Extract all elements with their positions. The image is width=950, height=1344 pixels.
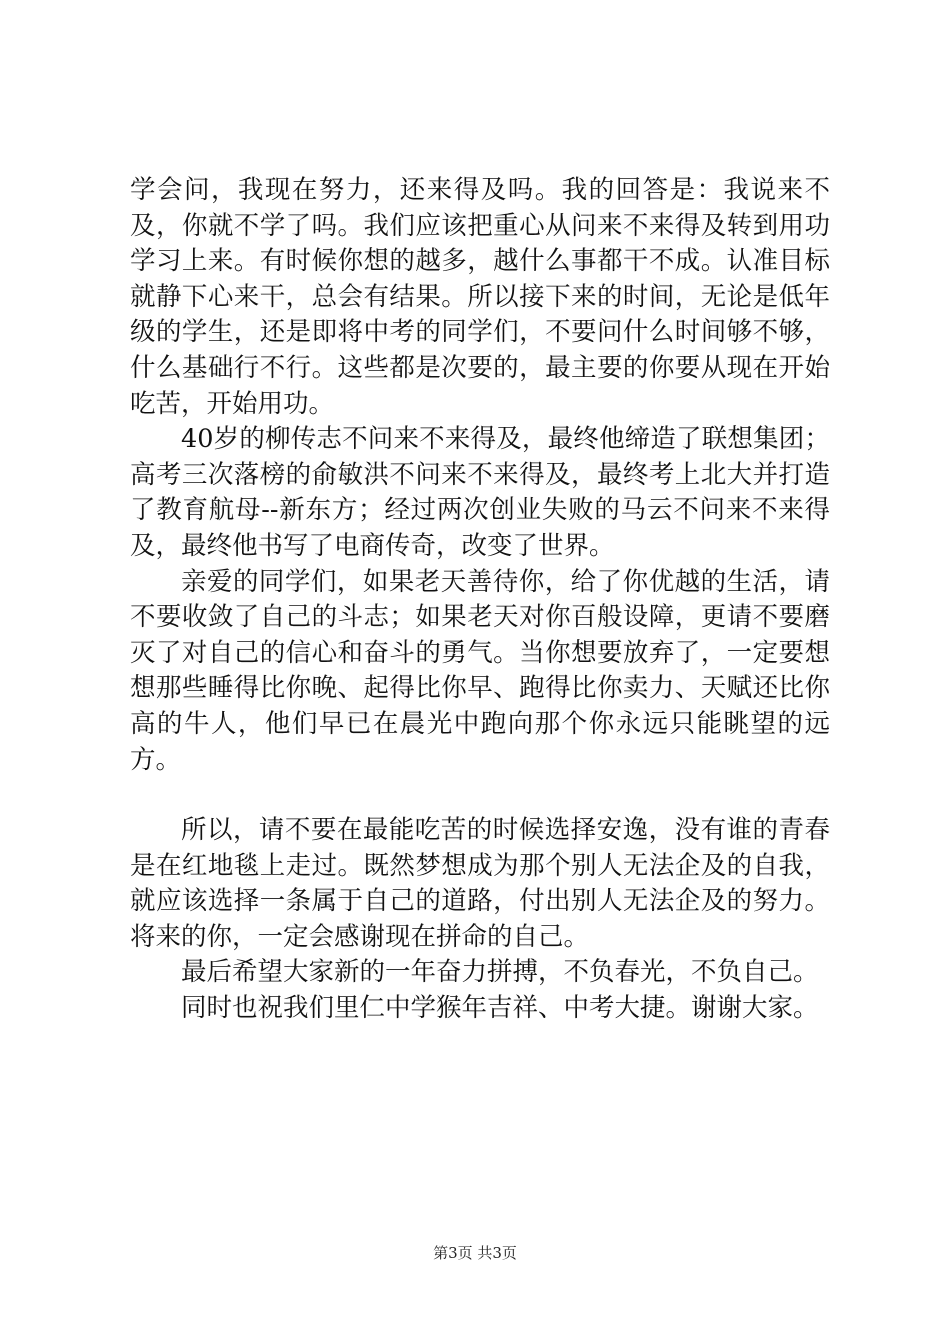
paragraph-continuation: 学会问，我现在努力，还来得及吗。我的回答是：我说来不及，你就不学了吗。我们应该把重心从问来不来得及转到用功学习上来。有时候你想的越多，越什么事都干不成。认准目标就静下心来干，总会有结果。所以接下来的时间，无论是低年级的学生，还是即将中考的同学们，不要问什么时间够不够，什么基础行不行。这些都是次要的，最主要的你要从现在开始吃苦，开始用功。 — [130, 175, 830, 419]
document-body — [130, 173, 830, 1027]
paragraph-wishes: 最后希望大家新的一年奋力拼搏，不负春光，不负自己。 — [181, 957, 819, 988]
paragraph-conclusion: 所以，请不要在最能吃苦的时候选择安逸，没有谁的青春是在红地毯上走过。既然梦想成为那个别人无法企及的自我，就应该选择一条属于自己的道路，付出别人无法企及的努力。将来的你，一定会感谢现在拼命的自己。 — [130, 815, 830, 952]
paragraph-encouragement: 亲爱的同学们，如果老天善待你，给了你优越的生活，请不要收敛了自己的斗志；如果老天对你百般设障，更请不要磨灭了对自己的信心和奋斗的勇气。当你想要放弃了，一定要想想那些睡得比你晚、起得比你早、跑得比你卖力、天赋还比你高的牛人，他们早已在晨光中跑向那个你永远只能眺望的远方。 — [130, 566, 830, 775]
page-number-footer: 第3页 共3页 — [433, 1244, 517, 1262]
paragraph-closing: 同时也祝我们里仁中学猴年吉祥、中考大捷。谢谢大家。 — [181, 993, 819, 1024]
paragraph-examples: 40岁的柳传志不问来不来得及，最终他缔造了联想集团；高考三次落榜的俞敏洪不问来不来得及，最终考上北大并打造了教育航母--新东方；经过两次创业失败的马云不问来不来得及，最终他书写了电商传奇，改变了世界。 — [130, 424, 830, 561]
